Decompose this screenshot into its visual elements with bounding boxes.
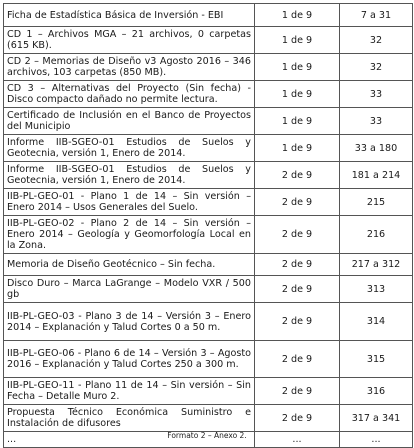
folios-cell: ... (340, 432, 413, 448)
volume-cell: 1 de 9 (255, 135, 340, 162)
table-row (4, 378, 413, 405)
folios-cell: 315 (340, 341, 413, 378)
table-row (4, 4, 413, 27)
folios-cell: 7 a 31 (340, 4, 413, 27)
document-description-cell: IIB-PL-GEO-11 - Plano 11 de 14 – Sin versión – Sin Fecha – Detalle Muro 2. (4, 378, 255, 405)
table-row (4, 135, 413, 162)
volume-cell: 2 de 9 (255, 216, 340, 254)
folios-cell: 33 (340, 108, 413, 135)
inventory-table-body (4, 4, 413, 448)
document-description-cell: Propuesta Técnico Económica Suministro e Instalación de difusores (4, 405, 255, 432)
figure-caption: Formato 2 – Anexo 2. (167, 431, 247, 440)
volume-cell: 1 de 9 (255, 54, 340, 81)
document-description-cell: IIB-PL-GEO-01 - Plano 1 de 14 – Sin versión – Enero 2014 – Usos Generales del Suelo. (4, 189, 255, 216)
table-row (4, 254, 413, 276)
volume-cell: 2 de 9 (255, 276, 340, 303)
table-row (4, 162, 413, 189)
folios-cell: 313 (340, 276, 413, 303)
document-description-cell: Memoria de Diseño Geotécnico – Sin fecha. (4, 254, 255, 276)
folios-cell: 33 a 180 (340, 135, 413, 162)
volume-cell: ... (255, 432, 340, 448)
table-row (4, 341, 413, 378)
table-row (4, 303, 413, 341)
document-description-cell: Informe IIB-SGEO-01 Estudios de Suelos y Geotecnia, versión 1, Enero de 2014. (4, 135, 255, 162)
table-row (4, 405, 413, 432)
document-description-cell: Informe IIB-SGEO-01 Estudios de Suelos y Geotecnia, versión 1, Enero de 2014. (4, 162, 255, 189)
folios-cell: 316 (340, 378, 413, 405)
volume-cell: 2 de 9 (255, 189, 340, 216)
folios-cell: 32 (340, 54, 413, 81)
document-description-cell: CD 1 – Archivos MGA – 21 archivos, 0 carpetas (615 KB). (4, 27, 255, 54)
volume-cell: 2 de 9 (255, 341, 340, 378)
folios-cell: 32 (340, 27, 413, 54)
volume-cell: 1 de 9 (255, 81, 340, 108)
document-description-cell: Ficha de Estadística Básica de Inversión - EBI (4, 4, 255, 27)
folios-cell: 33 (340, 81, 413, 108)
document-description-cell: ... (4, 432, 255, 448)
table-row (4, 27, 413, 54)
document-description-cell: IIB-PL-GEO-06 - Plano 6 de 14 – Versión 3 – Agosto 2016 – Explanación y Talud Cortes 250 a 300 m. (4, 341, 255, 378)
volume-cell: 1 de 9 (255, 108, 340, 135)
folios-cell: 216 (340, 216, 413, 254)
table-row (4, 216, 413, 254)
document-description-cell: CD 3 – Alternativas del Proyecto (Sin fecha) - Disco compacto dañado no permite lectura. (4, 81, 255, 108)
inventory-table (3, 3, 413, 448)
folios-cell: 217 a 312 (340, 254, 413, 276)
table-row (4, 276, 413, 303)
volume-cell: 2 de 9 (255, 378, 340, 405)
table-row (4, 54, 413, 81)
folios-cell: 181 a 214 (340, 162, 413, 189)
volume-cell: 2 de 9 (255, 303, 340, 341)
document-description-cell: IIB-PL-GEO-02 - Plano 2 de 14 – Sin versión – Enero 2014 – Geología y Geomorfología Local en la Zona. (4, 216, 255, 254)
folios-cell: 215 (340, 189, 413, 216)
volume-cell: 2 de 9 (255, 162, 340, 189)
table-row (4, 189, 413, 216)
folios-cell: 314 (340, 303, 413, 341)
table-row (4, 108, 413, 135)
document-description-cell: Disco Duro – Marca LaGrange – Modelo VXR / 500 gb (4, 276, 255, 303)
volume-cell: 1 de 9 (255, 4, 340, 27)
document-description-cell: Certificado de Inclusión en el Banco de Proyectos del Municipio (4, 108, 255, 135)
folios-cell: 317 a 341 (340, 405, 413, 432)
document-description-cell: IIB-PL-GEO-03 - Plano 3 de 14 – Versión 3 – Enero 2014 – Explanación y Talud Cortes 0 a 50 m. (4, 303, 255, 341)
table-row (4, 81, 413, 108)
volume-cell: 2 de 9 (255, 254, 340, 276)
volume-cell: 2 de 9 (255, 405, 340, 432)
volume-cell: 1 de 9 (255, 27, 340, 54)
document-description-cell: CD 2 – Memorias de Diseño v3 Agosto 2016 – 346 archivos, 103 carpetas (850 MB). (4, 54, 255, 81)
